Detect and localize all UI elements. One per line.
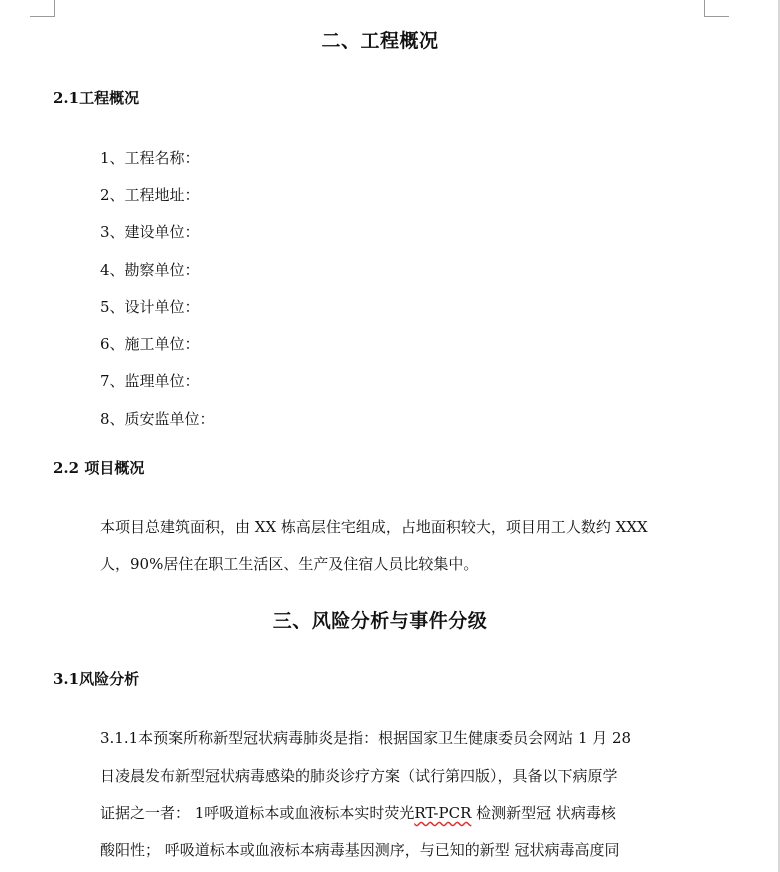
paragraph-text: 检测新型冠 状病毒核 bbox=[471, 804, 616, 822]
list-item: 7、监理单位： bbox=[100, 372, 200, 390]
spellcheck-flagged-term: RT-PCR bbox=[414, 804, 472, 822]
margin-corner-mark-top-right bbox=[704, 0, 729, 17]
section-title-2: 二、工程概况 bbox=[321, 30, 439, 52]
list-item: 6、施工单位： bbox=[100, 335, 200, 353]
margin-corner-mark-top-left bbox=[30, 0, 55, 17]
paragraph-text: 证据之一者： 1呼吸道标本或血液标本实时荧光 bbox=[100, 804, 415, 822]
list-item: 4、勘察单位： bbox=[100, 261, 200, 279]
paragraph-line bbox=[100, 802, 616, 823]
paragraph-line: 3.1.1本预案所称新型冠状病毒肺炎是指：根据国家卫生健康委员会网站 1 月 28 bbox=[100, 729, 632, 747]
subsection-heading-3-1: 3.1风险分析 bbox=[53, 670, 140, 688]
section-title-3: 三、风险分析与事件分级 bbox=[272, 610, 488, 632]
list-item: 2、工程地址： bbox=[100, 186, 200, 204]
list-item: 8、质安监单位： bbox=[100, 410, 215, 428]
subsection-heading-2-2: 2.2 项目概况 bbox=[53, 459, 145, 477]
paragraph-line: 酸阳性； 呼吸道标本或血液标本病毒基因测序，与已知的新型 冠状病毒高度同 bbox=[100, 841, 620, 859]
list-item: 1、工程名称： bbox=[100, 149, 200, 167]
paragraph-line: 日凌晨发布新型冠状病毒感染的肺炎诊疗方案（试行第四版），具备以下病原学 bbox=[100, 767, 618, 785]
list-item: 3、建设单位： bbox=[100, 223, 200, 241]
subsection-heading-2-1: 2.1工程概况 bbox=[53, 89, 140, 107]
paragraph-line: 人，90%居住在职工生活区、生产及住宿人员比较集中。 bbox=[100, 555, 479, 573]
paragraph-line: 本项目总建筑面积，由 XX 栋高层住宅组成，占地面积较大，项目用工人数约 XXX bbox=[100, 518, 648, 536]
list-item: 5、设计单位： bbox=[100, 298, 200, 316]
